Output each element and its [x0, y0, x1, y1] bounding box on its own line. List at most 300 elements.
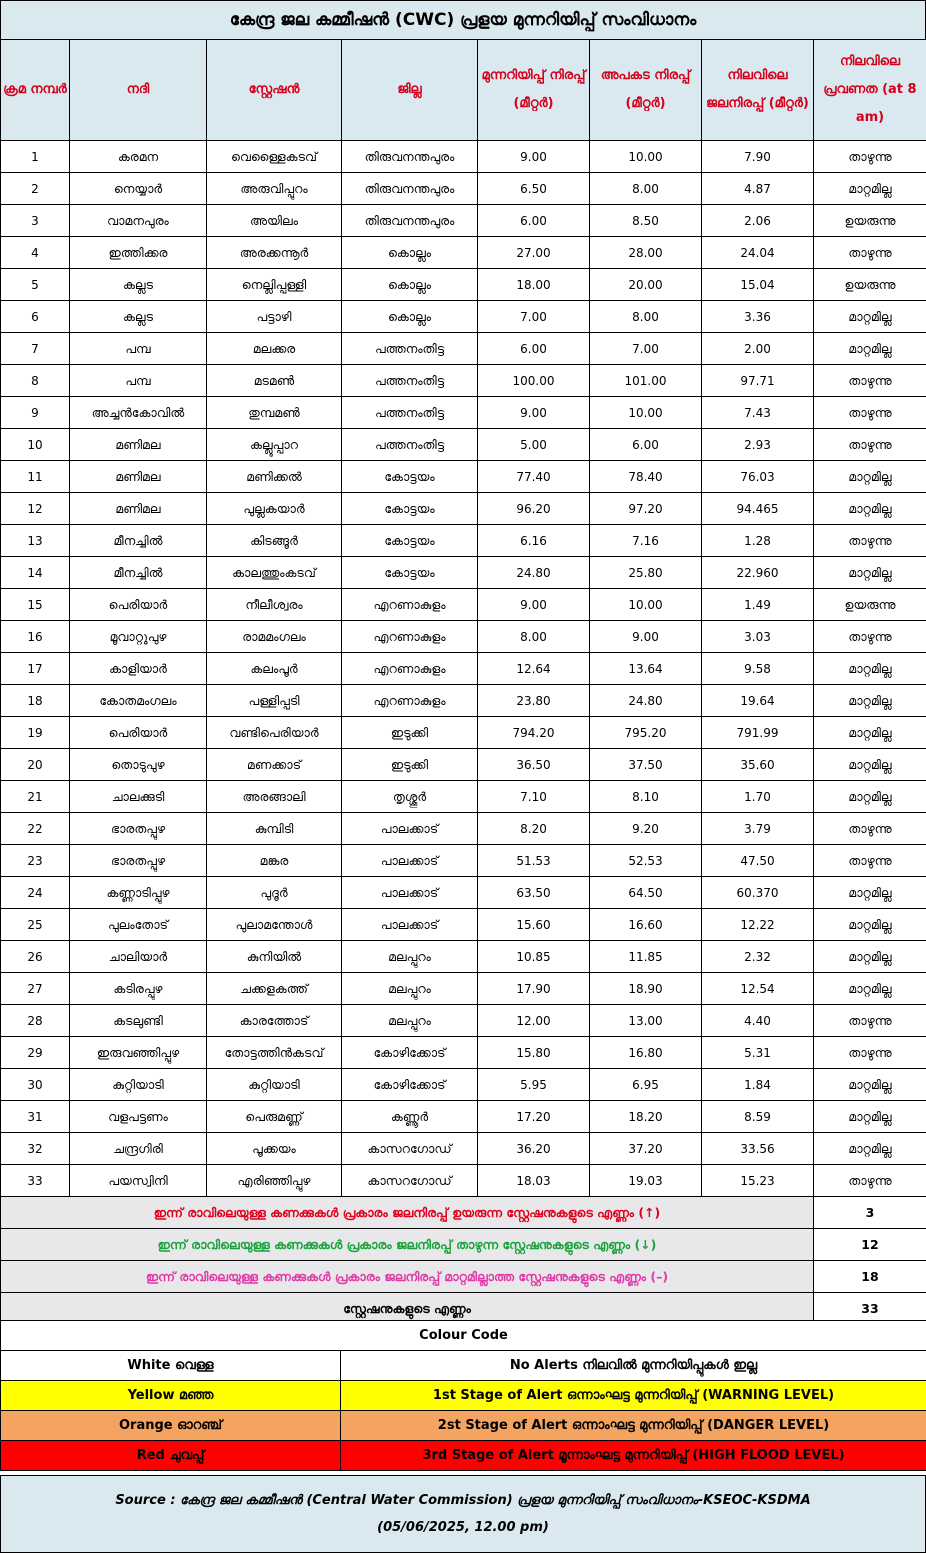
cell-danger-level: 9.20	[590, 813, 702, 845]
cell-warning-level: 6.00	[478, 205, 590, 237]
cell-danger-level: 10.00	[590, 141, 702, 173]
table-row	[1, 525, 926, 557]
cell-district: കോട്ടയം	[342, 557, 478, 589]
header-trend: നിലവിലെ പ്രവണത (at 8 am)	[814, 40, 926, 141]
table-body	[1, 141, 926, 1197]
cell-trend: താഴുന്നു	[814, 397, 926, 429]
cell-warning-level: 5.00	[478, 429, 590, 461]
cell-trend: താഴുന്നു	[814, 525, 926, 557]
cell-serial: 12	[1, 493, 70, 525]
summary-steady-label: ഇന്ന് രാവിലെയുള്ള കണക്കുകൾ പ്രകാരം ജലനിരപ്പ് മാറ്റമില്ലാത്ത സ്റ്റേഷനുകളുടെ എണ്ണം (–)	[1, 1261, 814, 1293]
cell-station: കുമ്പിടി	[207, 813, 342, 845]
cell-serial: 3	[1, 205, 70, 237]
cell-serial: 26	[1, 941, 70, 973]
cell-warning-level: 17.20	[478, 1101, 590, 1133]
cell-river: ഭാരതപ്പുഴ	[70, 845, 207, 877]
cell-station: നീലീശ്വരം	[207, 589, 342, 621]
cell-trend: മാറ്റമില്ല	[814, 973, 926, 1005]
cell-serial: 17	[1, 653, 70, 685]
cell-current-level: 60.370	[702, 877, 814, 909]
cell-current-level: 1.28	[702, 525, 814, 557]
summary-rising-row	[1, 1197, 926, 1229]
summary-steady-count: 18	[814, 1261, 926, 1293]
cell-district: എറണാകുളം	[342, 589, 478, 621]
cell-station: പുലാമന്തോൾ	[207, 909, 342, 941]
cell-danger-level: 19.03	[590, 1165, 702, 1197]
cell-current-level: 1.70	[702, 781, 814, 813]
table-row	[1, 301, 926, 333]
cell-serial: 20	[1, 749, 70, 781]
cell-district: പത്തനംതിട്ട	[342, 397, 478, 429]
cell-warning-level: 63.50	[478, 877, 590, 909]
cell-district: തൃശ്ശൂർ	[342, 781, 478, 813]
cell-danger-level: 18.20	[590, 1101, 702, 1133]
cell-trend: മാറ്റമില്ല	[814, 717, 926, 749]
colour-name: Orange ഓറഞ്ച്	[1, 1411, 341, 1441]
table-row	[1, 333, 926, 365]
cell-danger-level: 13.00	[590, 1005, 702, 1037]
cell-river: കരമന	[70, 141, 207, 173]
cell-district: എറണാകുളം	[342, 653, 478, 685]
cell-current-level: 94.465	[702, 493, 814, 525]
cell-station: അരക്കന്നൂർ	[207, 237, 342, 269]
cell-district: എറണാകുളം	[342, 685, 478, 717]
table-row	[1, 173, 926, 205]
cell-current-level: 19.64	[702, 685, 814, 717]
cell-serial: 24	[1, 877, 70, 909]
cell-district: തിരുവനന്തപുരം	[342, 141, 478, 173]
cell-trend: താഴുന്നു	[814, 1037, 926, 1069]
cell-serial: 31	[1, 1101, 70, 1133]
cell-river: കോതമംഗലം	[70, 685, 207, 717]
cell-serial: 10	[1, 429, 70, 461]
cell-danger-level: 78.40	[590, 461, 702, 493]
cell-district: പാലക്കാട്	[342, 813, 478, 845]
cell-district: കൊല്ലം	[342, 237, 478, 269]
cell-river: മണിമല	[70, 493, 207, 525]
cell-warning-level: 6.50	[478, 173, 590, 205]
table-row	[1, 621, 926, 653]
cell-trend: മാറ്റമില്ല	[814, 173, 926, 205]
cell-warning-level: 12.64	[478, 653, 590, 685]
cell-current-level: 24.04	[702, 237, 814, 269]
summary-total-label: സ്റ്റേഷനുകളുടെ എണ്ണം	[1, 1293, 814, 1325]
cell-district: മലപ്പുറം	[342, 941, 478, 973]
cell-station: വണ്ടിപെരിയാർ	[207, 717, 342, 749]
cell-danger-level: 795.20	[590, 717, 702, 749]
summary-falling-count: 12	[814, 1229, 926, 1261]
header-serial: ക്രമ നമ്പർ	[1, 40, 70, 141]
cell-serial: 18	[1, 685, 70, 717]
cell-warning-level: 9.00	[478, 397, 590, 429]
cell-serial: 30	[1, 1069, 70, 1101]
cell-warning-level: 7.00	[478, 301, 590, 333]
cell-district: പാലക്കാട്	[342, 909, 478, 941]
cell-serial: 4	[1, 237, 70, 269]
cell-danger-level: 16.80	[590, 1037, 702, 1069]
cell-warning-level: 6.16	[478, 525, 590, 557]
cell-district: കോഴിക്കോട്	[342, 1037, 478, 1069]
colour-code-table	[0, 1320, 926, 1471]
source-date: (05/06/2025, 12.00 pm)	[377, 1520, 549, 1535]
cell-district: കൊല്ലം	[342, 269, 478, 301]
cell-river: കുറ്റിയാടി	[70, 1069, 207, 1101]
cell-district: മലപ്പുറം	[342, 973, 478, 1005]
cell-trend: മാറ്റമില്ല	[814, 909, 926, 941]
summary-falling-row	[1, 1229, 926, 1261]
cell-current-level: 2.00	[702, 333, 814, 365]
cell-trend: മാറ്റമില്ല	[814, 877, 926, 909]
cell-danger-level: 8.00	[590, 173, 702, 205]
cell-warning-level: 15.80	[478, 1037, 590, 1069]
table-row	[1, 141, 926, 173]
cell-river: മീനച്ചിൽ	[70, 557, 207, 589]
cell-station: കല്ലൂപ്പാറ	[207, 429, 342, 461]
cell-current-level: 1.84	[702, 1069, 814, 1101]
cell-current-level: 8.59	[702, 1101, 814, 1133]
cell-trend: ഉയരുന്നു	[814, 269, 926, 301]
cell-danger-level: 8.10	[590, 781, 702, 813]
cell-district: തിരുവനന്തപുരം	[342, 205, 478, 237]
cell-trend: താഴുന്നു	[814, 845, 926, 877]
table-row	[1, 397, 926, 429]
cell-district: കണ്ണൂർ	[342, 1101, 478, 1133]
cell-warning-level: 8.20	[478, 813, 590, 845]
cell-danger-level: 8.50	[590, 205, 702, 237]
cell-serial: 25	[1, 909, 70, 941]
cell-danger-level: 28.00	[590, 237, 702, 269]
cell-current-level: 2.06	[702, 205, 814, 237]
cell-danger-level: 37.20	[590, 1133, 702, 1165]
cell-district: കോട്ടയം	[342, 461, 478, 493]
cell-danger-level: 6.00	[590, 429, 702, 461]
table-row	[1, 1133, 926, 1165]
cell-current-level: 15.04	[702, 269, 814, 301]
cell-danger-level: 6.95	[590, 1069, 702, 1101]
cell-current-level: 791.99	[702, 717, 814, 749]
cell-current-level: 12.22	[702, 909, 814, 941]
cell-warning-level: 96.20	[478, 493, 590, 525]
cell-warning-level: 17.90	[478, 973, 590, 1005]
cell-current-level: 9.58	[702, 653, 814, 685]
cell-district: എറണാകുളം	[342, 621, 478, 653]
cell-trend: ഉയരുന്നു	[814, 205, 926, 237]
cell-danger-level: 64.50	[590, 877, 702, 909]
source-footer	[0, 1475, 926, 1553]
cell-trend: മാറ്റമില്ല	[814, 1069, 926, 1101]
cell-station: പെരുമണ്ണ്	[207, 1101, 342, 1133]
cell-danger-level: 52.53	[590, 845, 702, 877]
cell-current-level: 3.79	[702, 813, 814, 845]
cell-station: അയിലം	[207, 205, 342, 237]
cell-trend: മാറ്റമില്ല	[814, 493, 926, 525]
cell-river: ഇരുവഞ്ഞിപ്പുഴ	[70, 1037, 207, 1069]
cell-station: നെല്ലിപ്പള്ളി	[207, 269, 342, 301]
cell-warning-level: 77.40	[478, 461, 590, 493]
cell-trend: താഴുന്നു	[814, 429, 926, 461]
cell-river: പെരിയാർ	[70, 717, 207, 749]
cell-warning-level: 24.80	[478, 557, 590, 589]
cell-serial: 14	[1, 557, 70, 589]
cell-river: വാമനപുരം	[70, 205, 207, 237]
cell-current-level: 7.43	[702, 397, 814, 429]
cell-serial: 1	[1, 141, 70, 173]
table-row	[1, 717, 926, 749]
cell-danger-level: 20.00	[590, 269, 702, 301]
cell-river: മീനച്ചിൽ	[70, 525, 207, 557]
table-row	[1, 269, 926, 301]
cell-serial: 22	[1, 813, 70, 845]
cell-warning-level: 36.50	[478, 749, 590, 781]
cell-danger-level: 101.00	[590, 365, 702, 397]
header-danger-level: അപകട നിരപ്പ് (മീറ്റർ)	[590, 40, 702, 141]
cell-serial: 2	[1, 173, 70, 205]
cell-station: പട്ടാഴി	[207, 301, 342, 333]
colour-code-title: Colour Code	[1, 1321, 926, 1351]
cell-warning-level: 18.00	[478, 269, 590, 301]
cell-district: കോട്ടയം	[342, 493, 478, 525]
cell-trend: താഴുന്നു	[814, 813, 926, 845]
cell-serial: 8	[1, 365, 70, 397]
cell-river: കടിരപ്പുഴ	[70, 973, 207, 1005]
cell-station: മലക്കര	[207, 333, 342, 365]
table-row	[1, 1069, 926, 1101]
cell-current-level: 76.03	[702, 461, 814, 493]
table-row	[1, 653, 926, 685]
table-row	[1, 909, 926, 941]
cell-river: മൂവാറ്റുപുഴ	[70, 621, 207, 653]
table-row	[1, 749, 926, 781]
colour-code-row	[1, 1411, 926, 1441]
cell-station: മണക്കാട്	[207, 749, 342, 781]
cell-station: വെള്ളൈകടവ്	[207, 141, 342, 173]
table-header-row	[1, 40, 926, 141]
cell-river: ചന്ദ്രഗിരി	[70, 1133, 207, 1165]
cell-warning-level: 51.53	[478, 845, 590, 877]
cell-district: പാലക്കാട്	[342, 877, 478, 909]
cell-station: കാലത്തുംകടവ്	[207, 557, 342, 589]
cell-station: കുറ്റിയാടി	[207, 1069, 342, 1101]
cell-trend: താഴുന്നു	[814, 1165, 926, 1197]
colour-name: Yellow മഞ്ഞ	[1, 1381, 341, 1411]
cell-danger-level: 13.64	[590, 653, 702, 685]
table-row	[1, 365, 926, 397]
table-row	[1, 845, 926, 877]
cell-river: കല്ലട	[70, 301, 207, 333]
cell-danger-level: 18.90	[590, 973, 702, 1005]
cell-district: കോട്ടയം	[342, 525, 478, 557]
cell-station: രാമമംഗലം	[207, 621, 342, 653]
cell-trend: മാറ്റമില്ല	[814, 1133, 926, 1165]
cell-danger-level: 11.85	[590, 941, 702, 973]
colour-code-body	[1, 1351, 926, 1471]
cell-serial: 19	[1, 717, 70, 749]
cell-trend: താഴുന്നു	[814, 621, 926, 653]
header-current-level: നിലവിലെ ജലനിരപ്പ് (മീറ്റർ)	[702, 40, 814, 141]
cell-station: കലംപൂർ	[207, 653, 342, 685]
colour-name: Red ചുവപ്പ്	[1, 1441, 341, 1471]
header-station: സ്റ്റേഷൻ	[207, 40, 342, 141]
cell-current-level: 15.23	[702, 1165, 814, 1197]
cell-current-level: 47.50	[702, 845, 814, 877]
cell-district: ഇടുക്കി	[342, 717, 478, 749]
cell-trend: മാറ്റമില്ല	[814, 781, 926, 813]
cell-station: ചക്കളകത്ത്	[207, 973, 342, 1005]
table-row	[1, 205, 926, 237]
cell-district: പത്തനംതിട്ട	[342, 333, 478, 365]
cell-trend: മാറ്റമില്ല	[814, 653, 926, 685]
cell-warning-level: 5.95	[478, 1069, 590, 1101]
cell-river: പമ്പ	[70, 365, 207, 397]
cell-serial: 5	[1, 269, 70, 301]
table-row	[1, 973, 926, 1005]
cell-trend: ഉയരുന്നു	[814, 589, 926, 621]
table-row	[1, 493, 926, 525]
cell-trend: താഴുന്നു	[814, 141, 926, 173]
summary-total-count: 33	[814, 1293, 926, 1325]
colour-name: White വെള്ള	[1, 1351, 341, 1381]
colour-code-row	[1, 1381, 926, 1411]
cell-river: മണിമല	[70, 429, 207, 461]
cell-trend: മാറ്റമില്ല	[814, 333, 926, 365]
cell-serial: 7	[1, 333, 70, 365]
cell-station: കിടങ്ങൂർ	[207, 525, 342, 557]
colour-description: No Alerts നിലവിൽ മുന്നറിയിപ്പുകൾ ഇല്ല	[341, 1351, 926, 1381]
cell-river: തൊടുപുഴ	[70, 749, 207, 781]
cell-district: മലപ്പുറം	[342, 1005, 478, 1037]
cell-serial: 9	[1, 397, 70, 429]
table-row	[1, 1037, 926, 1069]
colour-description: 1st Stage of Alert ഒന്നാംഘട്ട മുന്നറിയിപ്പ് (WARNING LEVEL)	[341, 1381, 926, 1411]
cell-current-level: 7.90	[702, 141, 814, 173]
cell-station: അരുവിപ്പുറം	[207, 173, 342, 205]
cell-danger-level: 25.80	[590, 557, 702, 589]
cell-river: കാളിയാർ	[70, 653, 207, 685]
cell-warning-level: 15.60	[478, 909, 590, 941]
cell-river: ചാലക്കുടി	[70, 781, 207, 813]
cell-serial: 6	[1, 301, 70, 333]
summary-rising-count: 3	[814, 1197, 926, 1229]
cell-warning-level: 23.80	[478, 685, 590, 717]
cell-warning-level: 18.03	[478, 1165, 590, 1197]
cell-serial: 13	[1, 525, 70, 557]
table-row	[1, 1101, 926, 1133]
cell-river: പമ്പ	[70, 333, 207, 365]
cell-river: പുലംതോട്	[70, 909, 207, 941]
cell-danger-level: 7.16	[590, 525, 702, 557]
cell-station: പൂക്കയം	[207, 1133, 342, 1165]
cell-current-level: 33.56	[702, 1133, 814, 1165]
cell-danger-level: 16.60	[590, 909, 702, 941]
cell-serial: 27	[1, 973, 70, 1005]
cell-station: കാരത്തോട്	[207, 1005, 342, 1037]
cell-station: തോട്ടത്തിൻകടവ്	[207, 1037, 342, 1069]
cell-river: നെയ്യാർ	[70, 173, 207, 205]
cell-current-level: 2.93	[702, 429, 814, 461]
cell-serial: 33	[1, 1165, 70, 1197]
table-row	[1, 941, 926, 973]
table-row	[1, 781, 926, 813]
header-warning-level: മുന്നറിയിപ്പ് നിരപ്പ് (മീറ്റർ)	[478, 40, 590, 141]
cell-district: പത്തനംതിട്ട	[342, 429, 478, 461]
cell-district: ഇടുക്കി	[342, 749, 478, 781]
cell-station: എരിഞ്ഞിപ്പുഴ	[207, 1165, 342, 1197]
cell-serial: 21	[1, 781, 70, 813]
colour-code-row	[1, 1351, 926, 1381]
cell-district: തിരുവനന്തപുരം	[342, 173, 478, 205]
cell-station: പുദൂർ	[207, 877, 342, 909]
cell-warning-level: 9.00	[478, 141, 590, 173]
cell-danger-level: 9.00	[590, 621, 702, 653]
cell-warning-level: 100.00	[478, 365, 590, 397]
cell-river: അച്ചൻകോവിൽ	[70, 397, 207, 429]
cell-trend: മാറ്റമില്ല	[814, 1101, 926, 1133]
cell-district: കാസറഗോഡ്	[342, 1133, 478, 1165]
cell-warning-level: 12.00	[478, 1005, 590, 1037]
cell-river: വളപട്ടണം	[70, 1101, 207, 1133]
cell-current-level: 1.49	[702, 589, 814, 621]
cell-danger-level: 24.80	[590, 685, 702, 717]
cell-danger-level: 97.20	[590, 493, 702, 525]
cell-warning-level: 10.85	[478, 941, 590, 973]
cell-station: മങ്കര	[207, 845, 342, 877]
cell-station: തുമ്പമൺ	[207, 397, 342, 429]
cell-trend: മാറ്റമില്ല	[814, 301, 926, 333]
cell-current-level: 22.960	[702, 557, 814, 589]
cell-current-level: 35.60	[702, 749, 814, 781]
cell-river: പെരിയാർ	[70, 589, 207, 621]
cell-warning-level: 8.00	[478, 621, 590, 653]
cell-river: കടലുണ്ടി	[70, 1005, 207, 1037]
cell-danger-level: 10.00	[590, 589, 702, 621]
cell-district: കൊല്ലം	[342, 301, 478, 333]
colour-description: 3rd Stage of Alert മൂന്നാംഘട്ട മുന്നറിയിപ്പ് (HIGH FLOOD LEVEL)	[341, 1441, 926, 1471]
table-row	[1, 1165, 926, 1197]
table-row	[1, 813, 926, 845]
cell-serial: 29	[1, 1037, 70, 1069]
cell-river: കല്ലട	[70, 269, 207, 301]
cell-serial: 28	[1, 1005, 70, 1037]
cell-serial: 32	[1, 1133, 70, 1165]
cell-station: പുല്ലകയാർ	[207, 493, 342, 525]
cell-station: മണിക്കൽ	[207, 461, 342, 493]
cell-danger-level: 8.00	[590, 301, 702, 333]
cell-warning-level: 27.00	[478, 237, 590, 269]
cell-district: പാലക്കാട്	[342, 845, 478, 877]
header-river: നദി	[70, 40, 207, 141]
cell-trend: മാറ്റമില്ല	[814, 557, 926, 589]
table-row	[1, 1005, 926, 1037]
cell-trend: താഴുന്നു	[814, 1005, 926, 1037]
table-row	[1, 461, 926, 493]
cell-warning-level: 7.10	[478, 781, 590, 813]
table-row	[1, 557, 926, 589]
cell-current-level: 97.71	[702, 365, 814, 397]
cell-station: അരങ്ങാലി	[207, 781, 342, 813]
cell-current-level: 2.32	[702, 941, 814, 973]
cell-warning-level: 36.20	[478, 1133, 590, 1165]
cell-station: കുനിയിൽ	[207, 941, 342, 973]
cell-serial: 11	[1, 461, 70, 493]
cell-river: കണ്ണാടിപ്പുഴ	[70, 877, 207, 909]
cell-current-level: 3.36	[702, 301, 814, 333]
cell-trend: മാറ്റമില്ല	[814, 685, 926, 717]
table-row	[1, 685, 926, 717]
cell-river: മണിമല	[70, 461, 207, 493]
cell-trend: മാറ്റമില്ല	[814, 461, 926, 493]
cell-river: പയസ്വിനി	[70, 1165, 207, 1197]
cell-district: കോഴിക്കോട്	[342, 1069, 478, 1101]
